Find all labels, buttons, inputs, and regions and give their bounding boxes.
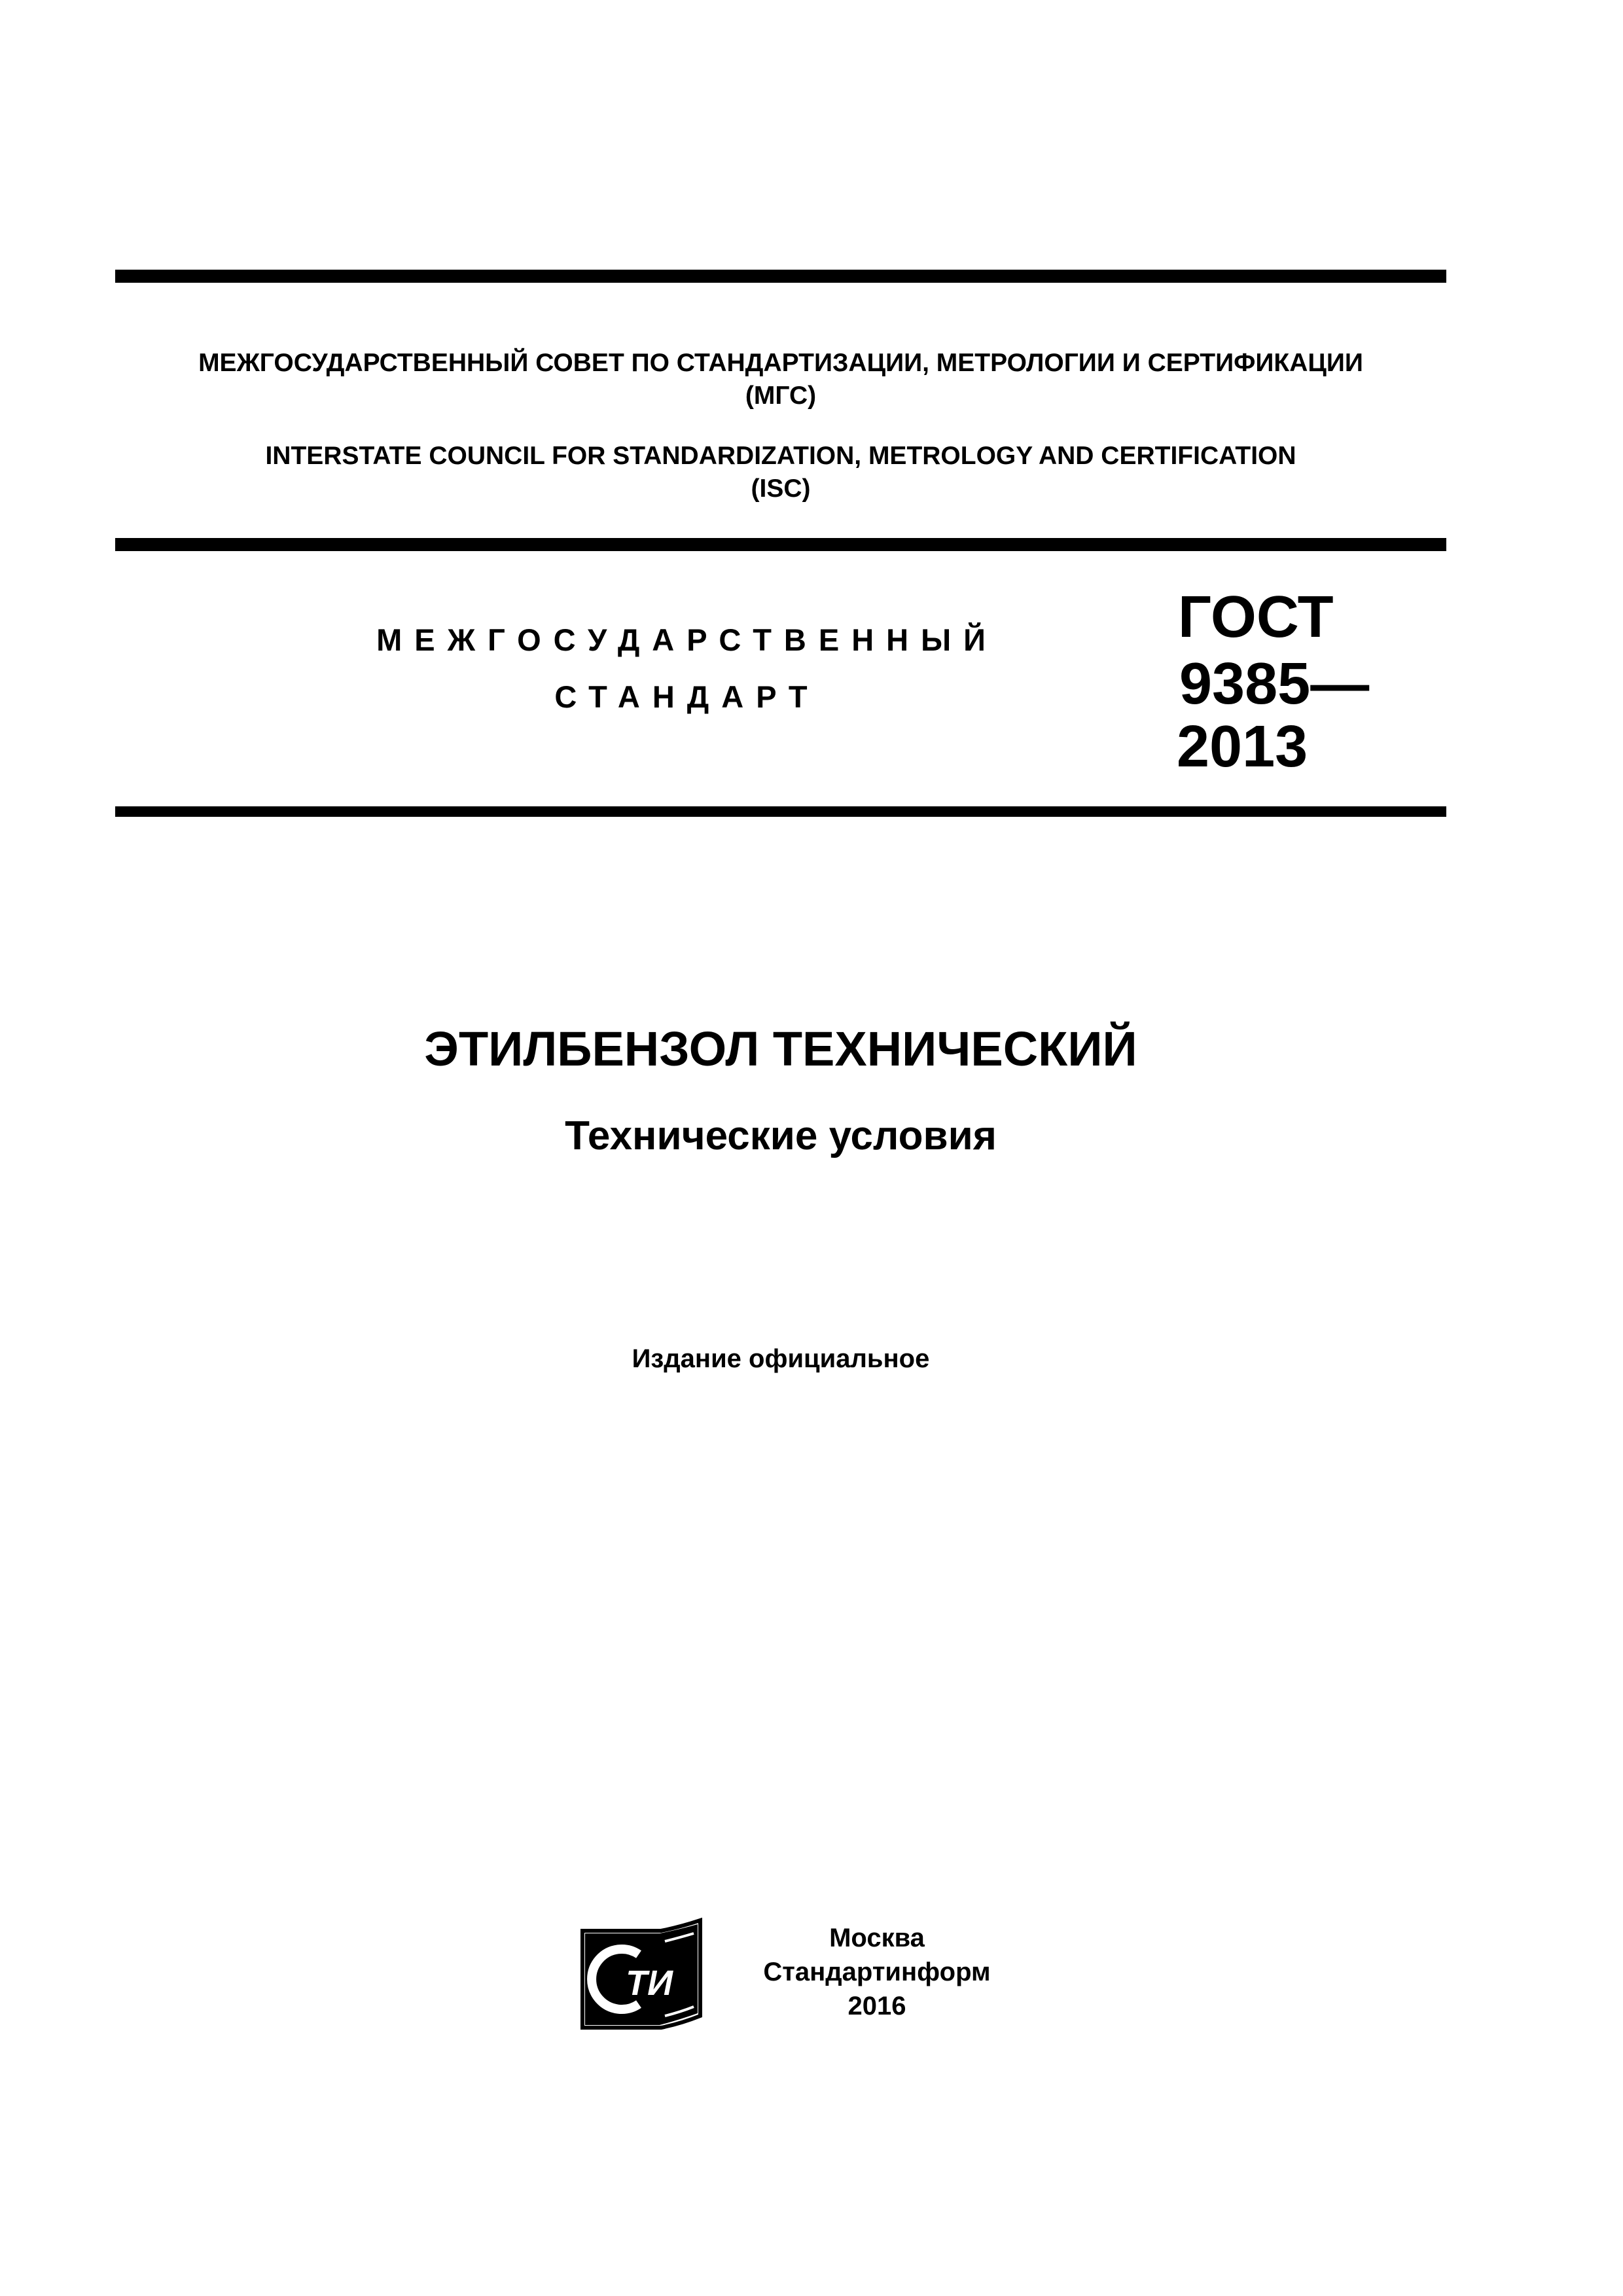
edition-note: Издание официальное: [632, 1344, 930, 1373]
imprint-city: Москва: [829, 1924, 925, 1952]
council-abbr-en: (ISC): [751, 475, 811, 503]
top-rule: [115, 270, 1446, 283]
standard-type-line-2: СТАНДАРТ: [554, 679, 820, 714]
gost-label: ГОСТ: [1178, 584, 1334, 650]
bottom-rule: [115, 806, 1446, 817]
logo-lettering: ТИ: [626, 1964, 673, 2003]
document-subtitle: Технические условия: [565, 1113, 997, 1158]
standard-type-line-1: МЕЖГОСУДАРСТВЕННЫЙ: [376, 622, 998, 657]
standartinform-logo-icon: [576, 1918, 707, 2033]
document-title: ЭТИЛБЕНЗОЛ ТЕХНИЧЕСКИЙ: [424, 1022, 1137, 1076]
gost-year: 2013: [1177, 714, 1308, 780]
imprint-year: 2016: [847, 1992, 906, 2020]
council-name-en: INTERSTATE COUNCIL FOR STANDARDIZATION, METROLOGY AND CERTIFICATION: [265, 442, 1296, 470]
council-abbr-ru: (МГС): [745, 382, 817, 410]
council-name-ru: МЕЖГОСУДАРСТВЕННЫЙ СОВЕТ ПО СТАНДАРТИЗАЦИИ, МЕТРОЛОГИИ И СЕРТИФИКАЦИИ: [198, 349, 1363, 377]
gost-number: 9385—: [1179, 651, 1370, 717]
middle-rule: [115, 538, 1446, 551]
imprint-block: [733, 1921, 1021, 2023]
imprint-publisher: Стандартинформ: [763, 1958, 991, 1986]
